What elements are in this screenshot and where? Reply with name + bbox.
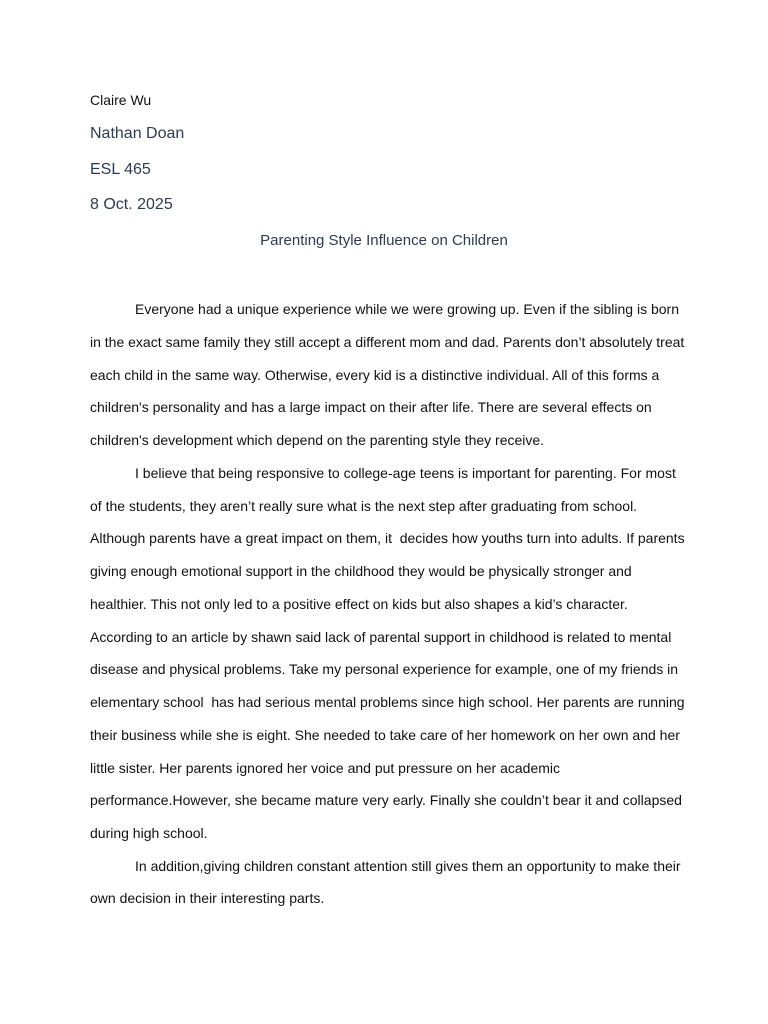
body-line: I believe that being responsive to college-age teens is important for parenting. For most [135,465,676,481]
course-code: ESL 465 [90,161,151,178]
essay-title: Parenting Style Influence on Children [260,232,508,249]
body-line: According to an article by shawn said lack of parental support in childhood is related to mental [90,629,672,645]
body-line: children's personality and has a large impact on their after life. There are several effects on [90,399,652,415]
body-line: children's development which depend on the parenting style they receive. [90,432,545,448]
body-line: performance.However, she became mature very early. Finally she couldn’t bear it and collapsed [90,792,682,808]
body-line: in the exact same family they still accept a different mom and dad. Parents don’t absolutely treat [90,334,685,350]
body-line: of the students, they aren’t really sure what is the next step after graduating from school. [90,498,638,514]
body-line: Although parents have a great impact on them, it decides how youths turn into adults. If parents [90,530,685,546]
body-line: giving enough emotional support in the childhood they would be physically stronger and [90,563,632,579]
body-line: little sister. Her parents ignored her voice and put pressure on her academic [90,760,561,776]
document-date: 8 Oct. 2025 [90,196,173,213]
body-line: Everyone had a unique experience while we were growing up. Even if the sibling is born [135,301,679,317]
body-line: each child in the same way. Otherwise, every kid is a distinctive individual. All of this forms a [90,367,660,383]
body-line: healthier. This not only led to a positive effect on kids but also shapes a kid’s character. [90,596,628,612]
body-line: disease and physical problems. Take my personal experience for example, one of my friends in [90,661,679,677]
body-line: their business while she is eight. She needed to take care of her homework on her own and her [90,727,680,743]
body-line: own decision in their interesting parts. [90,890,325,906]
author-name: Claire Wu [90,92,152,108]
body-line: elementary school has had serious mental problems since high school. Her parents are running [90,694,685,710]
body-line: In addition,giving children constant attention still gives them an opportunity to make their [135,858,681,874]
instructor-name: Nathan Doan [90,125,185,142]
body-line: during high school. [90,825,208,841]
